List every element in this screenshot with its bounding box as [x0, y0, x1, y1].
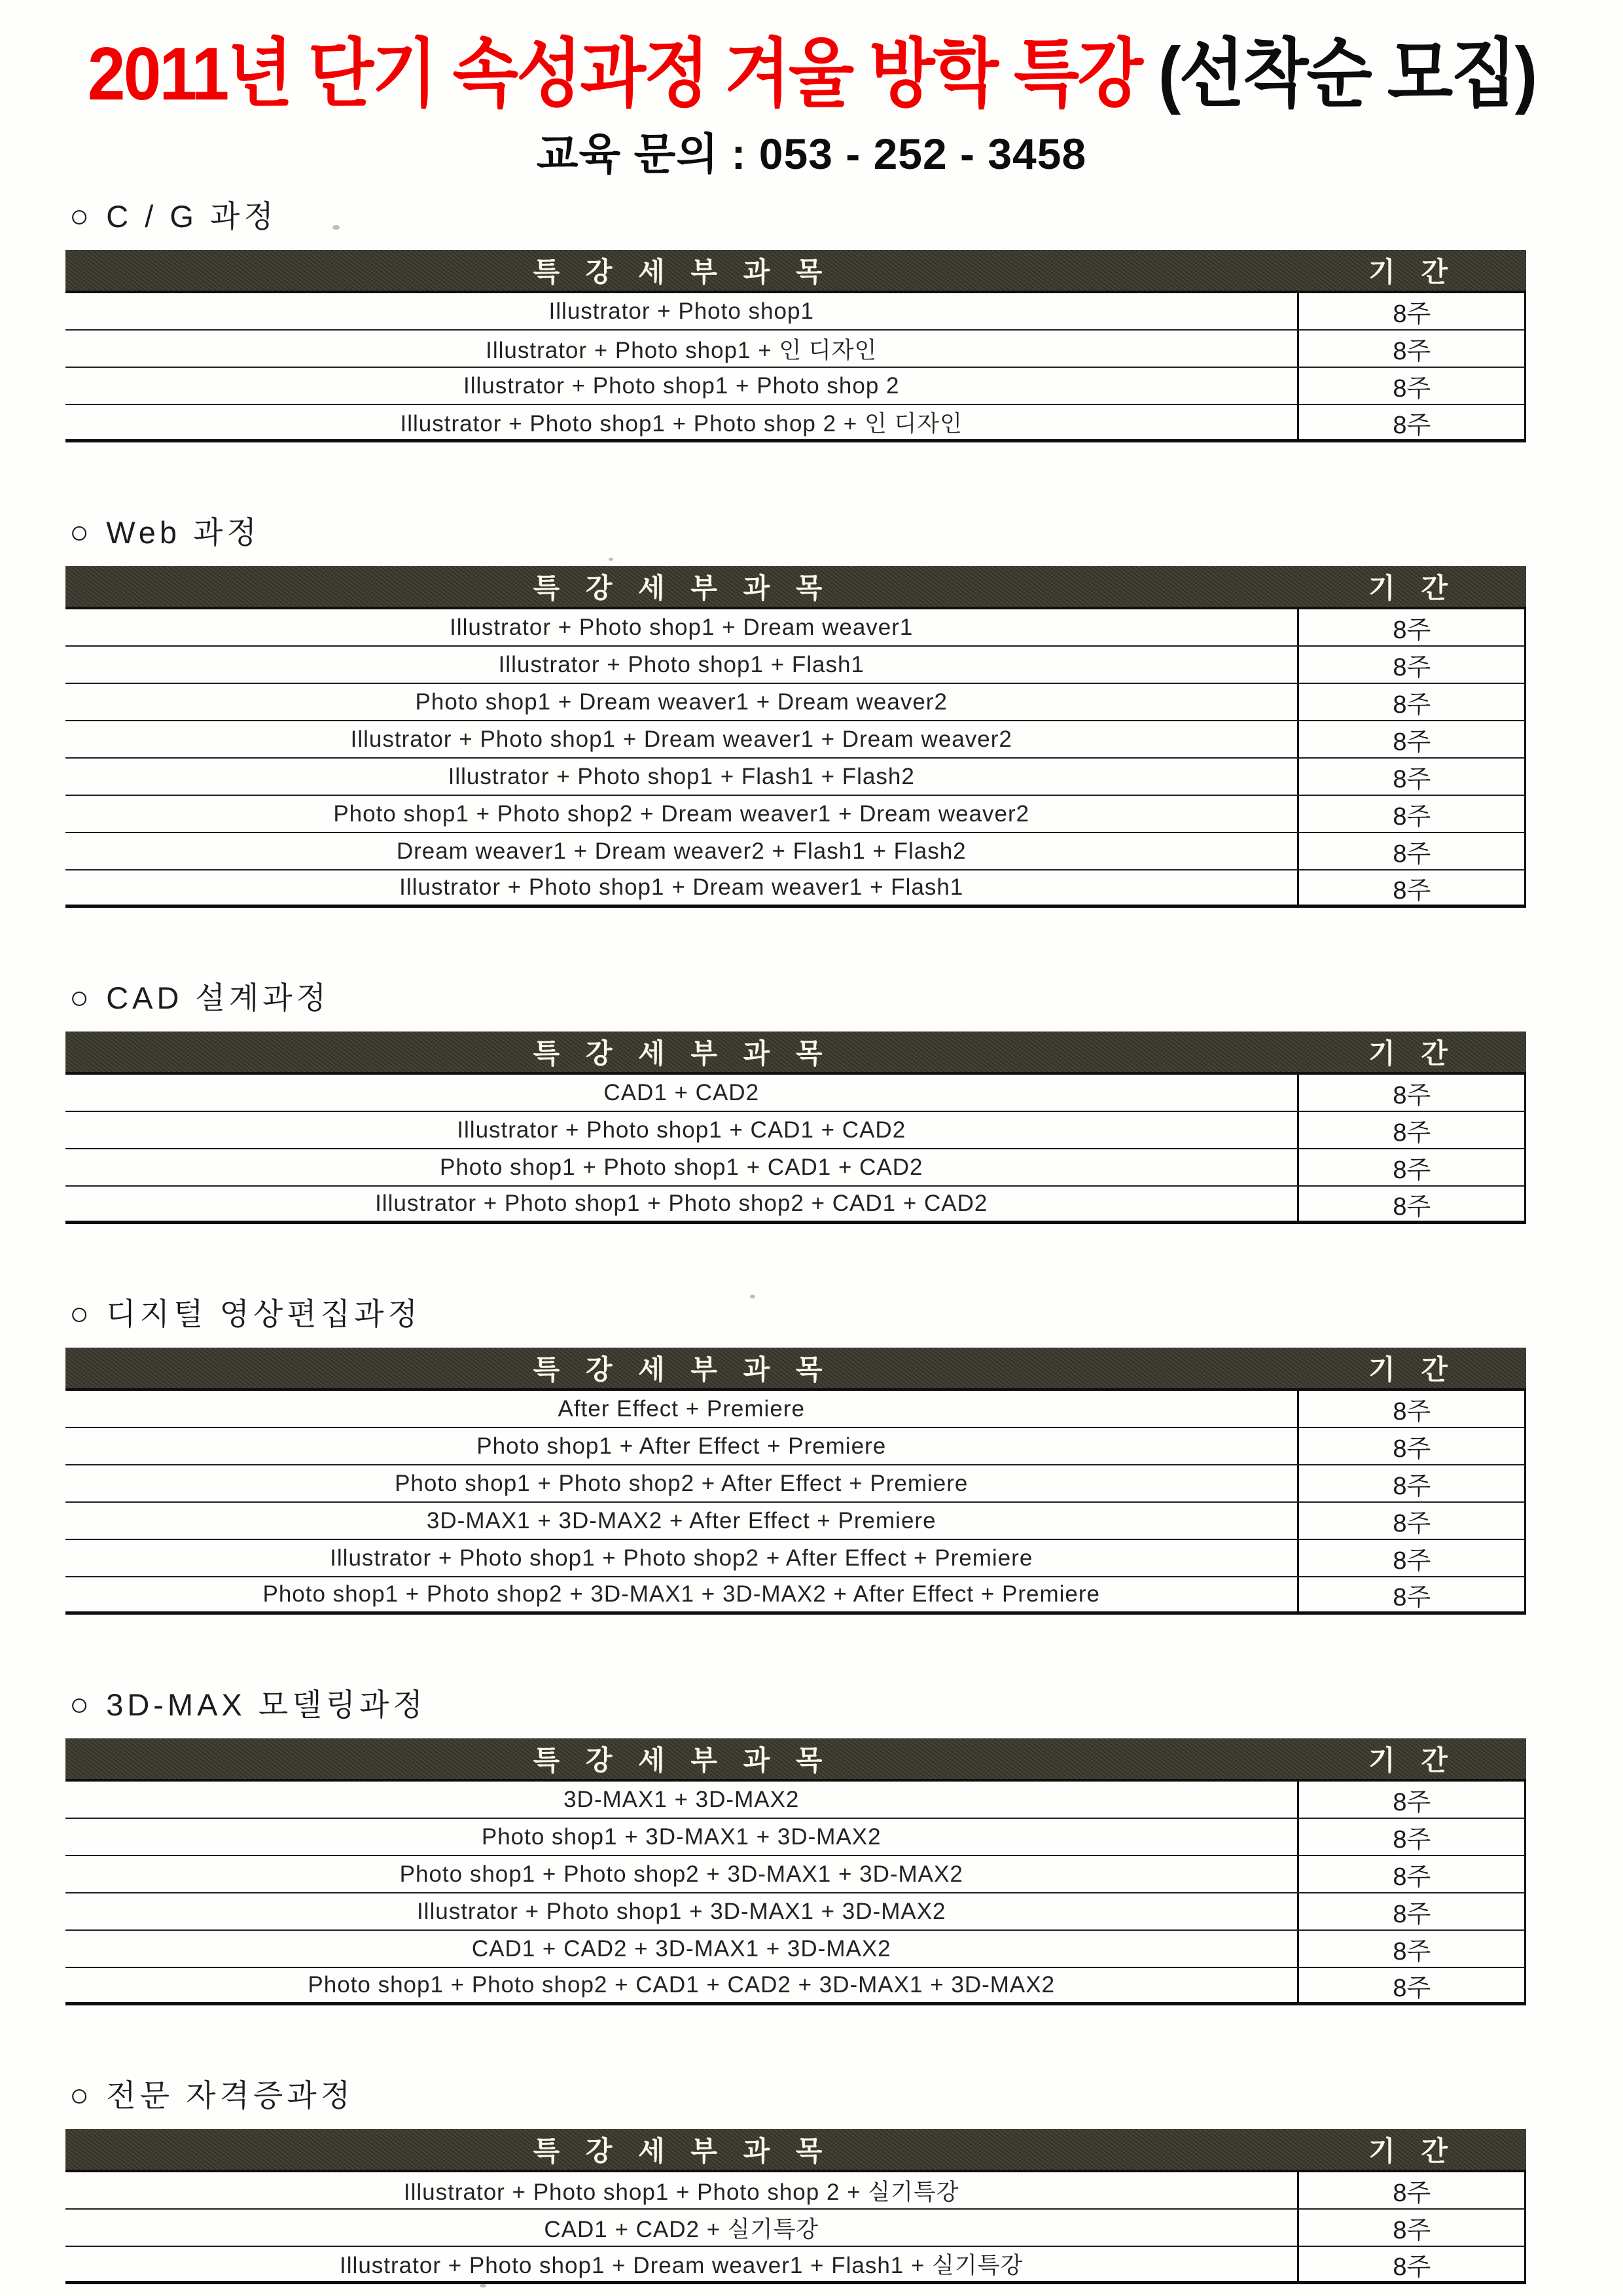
header-subject-cell: 특 강 세 부 과 목	[533, 1038, 832, 1069]
table-row	[65, 1577, 1526, 1615]
duration-cell: 8주	[1297, 293, 1524, 329]
header-subject-cell: 특 강 세 부 과 목	[533, 257, 832, 287]
subject-cell: Illustrator + Photo shop1 + Photo shop2 + CAD1 + CAD2	[375, 1191, 988, 1216]
section-title-text: 3D-MAX 모델링과정	[106, 1687, 427, 1722]
table-header-row	[65, 1738, 1526, 1782]
table-row	[65, 647, 1526, 684]
duration-cell: 8주	[1297, 1503, 1524, 1539]
duration-cell: 8주	[1297, 721, 1524, 757]
table-body	[65, 2172, 1526, 2284]
table-body	[65, 1782, 1526, 2005]
table-header-row	[65, 1348, 1526, 1391]
course-section	[65, 1687, 1526, 2005]
duration-cell: 8주	[1297, 2172, 1524, 2208]
duration-cell: 8주	[1297, 609, 1524, 645]
course-table	[65, 1738, 1526, 2005]
table-row	[65, 759, 1526, 796]
table-body	[65, 1075, 1526, 1224]
duration-cell: 8주	[1297, 1428, 1524, 1464]
duration-cell: 8주	[1297, 647, 1524, 683]
duration-cell: 8주	[1297, 759, 1524, 795]
section-title	[69, 980, 1526, 1016]
page-title-main: 2011년 단기 속성과정 겨울 방학 특강	[87, 32, 1141, 117]
table-row	[65, 1540, 1526, 1577]
table-row	[65, 1075, 1526, 1112]
duration-cell: 8주	[1297, 1391, 1524, 1427]
duration-cell: 8주	[1297, 2210, 1524, 2246]
duration-cell: 8주	[1297, 1931, 1524, 1967]
section-title	[69, 514, 1526, 550]
table-row	[65, 1931, 1526, 1968]
subject-cell: 3D-MAX1 + 3D-MAX2 + After Effect + Premiere	[426, 1507, 936, 1534]
table-row	[65, 293, 1526, 331]
course-section	[65, 980, 1526, 1224]
duration-cell: 8주	[1297, 1540, 1524, 1576]
section-bullet-icon: ○	[69, 514, 90, 550]
table-row	[65, 1465, 1526, 1503]
header-duration-cell: 기 간	[1368, 1038, 1457, 1069]
table-row	[65, 1893, 1526, 1931]
table-body	[65, 1391, 1526, 1615]
subject-cell: Illustrator + Photo shop1 + Photo shop2 + After Effect + Premiere	[330, 1545, 1033, 1571]
section-title	[69, 1687, 1526, 1723]
page-title-note: (선착순 모집)	[1141, 32, 1536, 117]
course-section	[65, 2077, 1526, 2284]
table-row	[65, 796, 1526, 833]
subject-cell: CAD1 + CAD2	[603, 1079, 760, 1105]
table-row	[65, 2210, 1526, 2247]
duration-cell: 8주	[1297, 833, 1524, 869]
table-header-row	[65, 1031, 1526, 1075]
subject-cell: Illustrator + Photo shop1 + Dream weaver1 + Dream weaver2	[350, 726, 1012, 752]
table-row	[65, 331, 1526, 368]
table-row	[65, 833, 1526, 870]
subject-cell: Illustrator + Photo shop1 + Dream weaver1 + Flash1 + 실기특강	[340, 2253, 1024, 2278]
subject-cell: 3D-MAX1 + 3D-MAX2	[563, 1786, 800, 1812]
table-row	[65, 1149, 1526, 1187]
table-row	[65, 405, 1526, 442]
section-title-text: C / G 과정	[106, 198, 277, 234]
table-header-row	[65, 250, 1526, 293]
section-bullet-icon: ○	[69, 198, 90, 234]
table-row	[65, 1187, 1526, 1224]
section-title	[69, 198, 1526, 234]
table-row	[65, 1503, 1526, 1540]
table-row	[65, 1112, 1526, 1149]
subject-cell: CAD1 + CAD2 + 실기특강	[544, 2216, 819, 2242]
header-subject-cell: 특 강 세 부 과 목	[533, 573, 832, 603]
subject-cell: Photo shop1 + Photo shop2 + CAD1 + CAD2 + 3D-MAX1 + 3D-MAX2	[308, 1972, 1056, 1998]
course-table	[65, 1031, 1526, 1224]
subject-cell: Photo shop1 + Photo shop2 + After Effect + Premiere	[395, 1470, 969, 1496]
table-row	[65, 2172, 1526, 2210]
scan-speck	[332, 225, 340, 230]
subject-cell: Illustrator + Photo shop1 + Dream weaver1	[450, 614, 914, 640]
header-duration-cell: 기 간	[1368, 2136, 1457, 2166]
duration-cell: 8주	[1297, 870, 1524, 905]
section-bullet-icon: ○	[69, 1295, 90, 1332]
subject-cell: Illustrator + Photo shop1 + 3D-MAX1 + 3D-MAX2	[416, 1898, 946, 1924]
table-row	[65, 1856, 1526, 1893]
table-row	[65, 1782, 1526, 1819]
table-header-row	[65, 566, 1526, 609]
section-bullet-icon: ○	[69, 2077, 90, 2113]
duration-cell: 8주	[1297, 331, 1524, 367]
duration-cell: 8주	[1297, 796, 1524, 832]
duration-cell: 8주	[1297, 1968, 1524, 2002]
duration-cell: 8주	[1297, 1856, 1524, 1892]
header-subject-cell: 특 강 세 부 과 목	[533, 2136, 832, 2166]
subject-cell: Illustrator + Photo shop1 + Photo shop 2	[463, 372, 900, 399]
section-title-text: Web 과정	[106, 514, 260, 550]
title-block	[0, 0, 1623, 181]
table-row	[65, 368, 1526, 405]
section-title-text: 디지털 영상편집과정	[106, 1296, 421, 1331]
course-table	[65, 1348, 1526, 1615]
course-table	[65, 250, 1526, 442]
duration-cell: 8주	[1297, 684, 1524, 720]
header-duration-cell: 기 간	[1368, 257, 1457, 287]
course-section	[65, 198, 1526, 442]
subject-cell: Illustrator + Photo shop1 + Flash1	[498, 651, 865, 677]
subject-cell: Illustrator + Photo shop1 + Flash1 + Flash2	[448, 763, 915, 789]
table-row	[65, 2247, 1526, 2284]
table-row	[65, 1968, 1526, 2005]
table-row	[65, 870, 1526, 908]
subject-cell: Illustrator + Photo shop1 + Photo shop 2 + 실기특강	[403, 2179, 959, 2205]
subject-cell: Photo shop1 + Photo shop1 + CAD1 + CAD2	[439, 1154, 923, 1180]
scan-speck	[480, 2284, 486, 2287]
table-row	[65, 721, 1526, 759]
section-title	[69, 2077, 1526, 2113]
subject-cell: CAD1 + CAD2 + 3D-MAX1 + 3D-MAX2	[471, 1935, 891, 1962]
subject-cell: Photo shop1 + Photo shop2 + Dream weaver1 + Dream weaver2	[333, 800, 1030, 827]
course-section	[65, 1296, 1526, 1615]
duration-cell: 8주	[1297, 1577, 1524, 1611]
subject-cell: Photo shop1 + Photo shop2 + 3D-MAX1 + 3D-MAX2 + After Effect + Premiere	[262, 1581, 1100, 1607]
subject-cell: Photo shop1 + Photo shop2 + 3D-MAX1 + 3D-MAX2	[399, 1861, 963, 1887]
table-row	[65, 609, 1526, 647]
subject-cell: Photo shop1 + After Effect + Premiere	[476, 1433, 887, 1459]
table-body	[65, 609, 1526, 908]
header-duration-cell: 기 간	[1368, 573, 1457, 603]
header-duration-cell: 기 간	[1368, 1354, 1457, 1385]
course-table	[65, 2129, 1526, 2284]
course-table	[65, 566, 1526, 908]
section-title-text: 전문 자격증과정	[106, 2077, 355, 2113]
table-row	[65, 684, 1526, 721]
sections	[0, 198, 1623, 2284]
scan-speck	[750, 1295, 755, 1299]
duration-cell: 8주	[1297, 1782, 1524, 1818]
table-row	[65, 1428, 1526, 1465]
header-subject-cell: 특 강 세 부 과 목	[533, 1354, 832, 1385]
course-section	[65, 514, 1526, 908]
header-duration-cell: 기 간	[1368, 1745, 1457, 1776]
duration-cell: 8주	[1297, 1112, 1524, 1148]
subject-cell: Illustrator + Photo shop1 + Photo shop 2 + 인 디자인	[400, 411, 963, 437]
subject-cell: After Effect + Premiere	[558, 1395, 805, 1422]
subject-cell: Illustrator + Photo shop1 + Dream weaver1 + Flash1	[399, 874, 964, 900]
section-title	[69, 1296, 1526, 1332]
section-bullet-icon: ○	[69, 979, 90, 1016]
duration-cell: 8주	[1297, 1149, 1524, 1185]
subject-cell: Photo shop1 + Dream weaver1 + Dream weaver2	[415, 689, 948, 715]
duration-cell: 8주	[1297, 1465, 1524, 1501]
subject-cell: Photo shop1 + 3D-MAX1 + 3D-MAX2	[481, 1823, 882, 1850]
scan-speck	[609, 558, 613, 561]
page-title	[0, 27, 1623, 121]
table-row	[65, 1391, 1526, 1428]
table-header-row	[65, 2129, 1526, 2172]
header-subject-cell: 특 강 세 부 과 목	[533, 1745, 832, 1776]
table-body	[65, 293, 1526, 442]
section-title-text: CAD 설계과정	[106, 980, 330, 1015]
duration-cell: 8주	[1297, 1075, 1524, 1111]
section-bullet-icon: ○	[69, 1686, 90, 1723]
contact-line: 교육 문의 : 053 - 252 - 3458	[536, 130, 1087, 178]
subject-cell: Illustrator + Photo shop1 + 인 디자인	[486, 337, 878, 363]
subject-cell: Illustrator + Photo shop1	[548, 298, 814, 324]
duration-cell: 8주	[1297, 2247, 1524, 2281]
duration-cell: 8주	[1297, 1893, 1524, 1929]
subject-cell: Dream weaver1 + Dream weaver2 + Flash1 + Flash2	[396, 838, 967, 864]
table-row	[65, 1819, 1526, 1856]
duration-cell: 8주	[1297, 1187, 1524, 1221]
duration-cell: 8주	[1297, 368, 1524, 404]
duration-cell: 8주	[1297, 1819, 1524, 1855]
subject-cell: Illustrator + Photo shop1 + CAD1 + CAD2	[457, 1117, 906, 1143]
duration-cell: 8주	[1297, 405, 1524, 439]
